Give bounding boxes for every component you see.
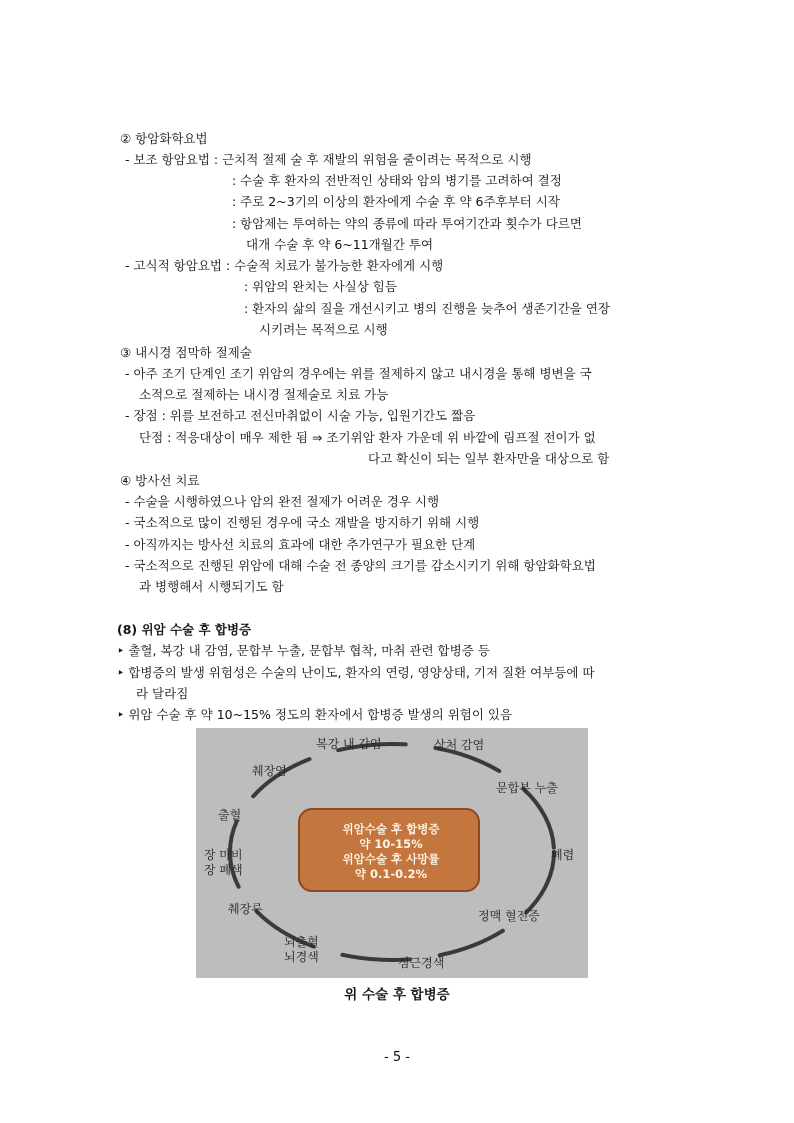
section-heading-radiation: ④ 방사선 치료 (120, 473, 200, 488)
text-line: : 환자의 삶의 질을 개선시키고 병의 진행을 늦추어 생존기간을 연장 (244, 301, 610, 316)
figure-label: 복강 내 감염 (316, 737, 382, 751)
text-line: - 장점 : 위를 보전하고 전신마취없이 시술 가능, 입원기간도 짧음 (125, 408, 476, 423)
text-line: 소적으로 절제하는 내시경 절제술로 치료 가능 (139, 387, 389, 402)
text-line: 과 병행해서 시행되기도 함 (139, 579, 284, 594)
figure-caption: 위 수술 후 합병증 (344, 987, 450, 1003)
page-number: - 5 - (384, 1050, 410, 1065)
text-line: : 항암제는 투여하는 약의 종류에 따라 투여기간과 횟수가 다르면 (232, 216, 582, 231)
center-line: 약 10-15% (359, 837, 423, 851)
bullet-item-continuation: 라 달라짐 (136, 686, 189, 701)
figure-label: 정맥 혈전증 (478, 909, 540, 923)
text-line: 다고 확신이 되는 일부 환자만을 대상으로 함 (368, 451, 610, 466)
figure-label: 뇌출혈 (284, 935, 319, 949)
text-line: : 주로 2~3기의 이상의 환자에게 수술 후 약 6주후부터 시작 (232, 194, 560, 209)
text-line: - 보조 항암요법 : 근치적 절제 술 후 재발의 위험을 줄이려는 목적으로 시행 (125, 152, 532, 167)
figure-label: 폐렴 (551, 848, 575, 862)
figure-label: 장 마비 (204, 848, 243, 862)
figure-label: 췌장염 (252, 764, 287, 778)
section-heading-endoscopic: ③ 내시경 점막하 절제술 (120, 345, 252, 360)
text-line: - 고식적 항암요법 : 수술적 치료가 불가능한 환자에게 시행 (125, 258, 444, 273)
text-line: - 아주 조기 단계인 조기 위암의 경우에는 위를 절제하지 않고 내시경을 통해 병변을 국 (125, 366, 592, 381)
text-line: : 수술 후 환자의 전반적인 상태와 암의 병기를 고려하여 결정 (232, 173, 562, 188)
text-line: - 아직까지는 방사선 치료의 효과에 대한 추가연구가 필요한 단계 (125, 537, 476, 552)
section-heading-chemotherapy: ② 항암화학요법 (120, 131, 208, 146)
text-line: - 국소적으로 진행된 위암에 대해 수술 전 종양의 크기를 감소시키기 위해 항암화학요법 (125, 558, 596, 573)
figure-label: 췌장루 (228, 902, 263, 916)
text-line: - 수술을 시행하였으나 암의 완전 절제가 어려운 경우 시행 (125, 494, 440, 509)
figure-label: 뇌경색 (284, 950, 319, 964)
center-line: 약 0.1-0.2% (354, 867, 428, 881)
figure-label: 장 폐색 (204, 863, 243, 877)
bullet-item: ‣ 위암 수술 후 약 10~15% 정도의 환자에서 합병증 발생의 위험이 있음 (117, 707, 513, 722)
figure-label: 출혈 (218, 808, 242, 822)
section-heading-complications: (8) 위암 수술 후 합병증 (117, 622, 252, 637)
bullet-item: ‣ 출혈, 복강 내 감염, 문합부 누출, 문합부 협착, 마취 관련 합병증 등 (117, 643, 490, 658)
complications-figure (196, 728, 588, 978)
figure-label: 상처 감염 (434, 738, 485, 752)
center-line: 위암수술 후 사망률 (342, 852, 440, 866)
figure-label: 심근경색 (398, 956, 445, 970)
bullet-item: ‣ 합병증의 발생 위험성은 수술의 난이도, 환자의 연령, 영양상태, 기저 질환 여부등에 따 (117, 665, 595, 680)
text-line: 시키려는 목적으로 시행 (259, 322, 388, 337)
center-summary-box (298, 808, 480, 892)
text-line: 단점 : 적응대상이 매우 제한 됨 ⇒ 조기위암 환자 가운데 위 바깥에 림프절 전이가 없 (139, 430, 596, 445)
figure-label: 문합부 누출 (496, 781, 558, 795)
text-line: 대개 수술 후 약 6~11개월간 투여 (246, 237, 434, 252)
text-line: : 위암의 완치는 사실상 힘듬 (244, 279, 397, 294)
text-line: - 국소적으로 많이 진행된 경우에 국소 재발을 방지하기 위해 시행 (125, 515, 480, 530)
center-line: 위암수술 후 합병증 (342, 822, 440, 836)
